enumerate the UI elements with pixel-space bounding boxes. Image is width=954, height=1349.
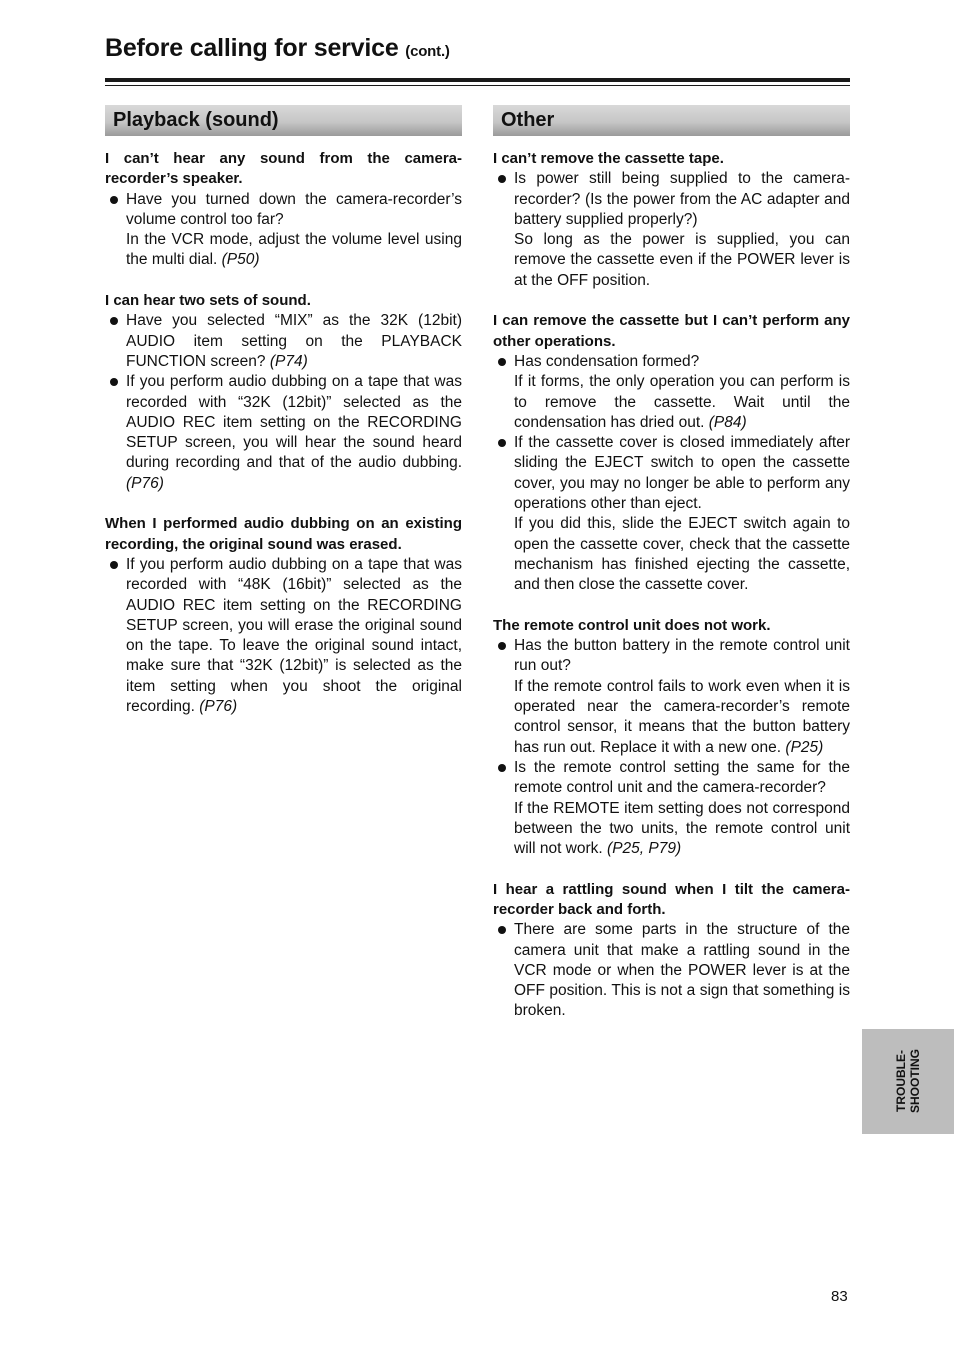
answer-more: If the remote control fails to work even when it is operated near the camera-recorder’s remote control sensor, it means that the button battery has run out. Replace it with a new one. (514, 677, 850, 756)
faq-group-two-sets-of-sound (105, 291, 462, 494)
page-ref: (P76) (126, 474, 164, 492)
page-ref: (P50) (221, 251, 260, 269)
faq-group-remote-not-working (493, 616, 850, 860)
answer-more: If you did this, slide the EJECT switch again to open the cassette cover, check that the cassette mechanism has finished ejecting the cassette, and then close the cassette cover. (514, 515, 850, 594)
faq-question: I can’t hear any sound from the camera-recorder’s speaker. (105, 150, 462, 188)
answer-more: In the VCR mode, adjust the volume level using the multi dial. (126, 231, 462, 269)
faq-question: The remote control unit does not work. (493, 616, 771, 634)
faq-answers (105, 555, 462, 717)
faq-answer (493, 920, 850, 1021)
answer-text: There are some parts in the structure of the camera unit that make a rattling sound in the VCR mode or when the POWER lever is at the OFF position. This is not a sign that something is broken. (514, 921, 850, 1020)
answer-detail (126, 230, 462, 271)
page-ref: (P25, P79) (607, 840, 682, 858)
faq-answer (105, 190, 462, 271)
faq-question: I can’t remove the cassette tape. (493, 150, 724, 167)
troubleshooting-side-tab[interactable] (862, 1029, 954, 1134)
faq-question: I hear a rattling sound when I tilt the camera-recorder back and forth. (493, 880, 850, 918)
side-tab-label (894, 1049, 922, 1113)
faq-answer (105, 311, 462, 372)
section-header-playback-sound: Playback (sound) (105, 105, 462, 136)
faq-question: I can remove the cassette but I can’t perform any other operations. (493, 312, 850, 350)
faq-answers (493, 169, 850, 291)
answer-more: So long as the power is supplied, you can remove the cassette even if the POWER lever is at the OFF position. (514, 231, 850, 289)
faq-group-original-sound-erased (105, 514, 462, 717)
page-ref: (P76) (199, 698, 238, 716)
faq-answer (105, 555, 462, 717)
faq-group-no-other-operations (493, 311, 850, 595)
answer-text: Is the remote control setting the same for the remote control unit and the camera-recorder? (514, 758, 850, 797)
answer-text: If the cassette cover is closed immediately after sliding the EJECT switch to open the cassette cover, you may no longer be able to perform any operations other than eject. (514, 434, 850, 513)
answer-text: Have you turned down the camera-recorder’s volume control too far? (126, 190, 462, 228)
page-number: 83 (831, 1288, 848, 1305)
faq-group-rattling-sound (493, 880, 850, 1022)
answer-detail (514, 799, 850, 860)
faq-answers (493, 636, 850, 859)
title-cont: (cont.) (405, 43, 450, 60)
answer-text: If you perform audio dubbing on a tape that was recorded with “32K (12bit)” selected as the AUDIO REC item setting on the RECORDING SETUP screen, you will hear the sound heard during recording and that of the audio dubbing. (126, 373, 462, 472)
faq-answers (105, 190, 462, 271)
faq-answer (493, 636, 850, 758)
faq-question: I can hear two sets of sound. (105, 292, 311, 310)
side-tab-line2: SHOOTING (908, 1048, 922, 1114)
faq-answers (493, 920, 850, 1021)
page-title-text: Before calling for service (105, 34, 399, 62)
faq-answer (105, 372, 462, 494)
answer-text: Have you selected “MIX” as the 32K (12bit) AUDIO item setting on the PLAYBACK FUNCTION screen? (126, 312, 462, 370)
side-tab-line1: TROUBLE- (894, 1050, 908, 1113)
answer-text: Is power still being supplied to the camera-recorder? (Is the power from the AC adapter and battery supplied properly?) (514, 170, 850, 228)
answer-detail (514, 677, 850, 758)
faq-group-cannot-remove-cassette (493, 149, 850, 291)
answer-text: Has condensation formed? (514, 352, 700, 370)
faq-answer (493, 169, 850, 291)
section-header-other: Other (493, 105, 850, 136)
page-title (105, 34, 450, 63)
page-ref: (P84) (708, 413, 747, 431)
faq-question: When I performed audio dubbing on an existing recording, the original sound was erased. (105, 515, 462, 553)
header-rule-thin (105, 85, 850, 86)
answer-more: If it forms, the only operation you can perform is to remove the cassette. Wait until the condensation has dried out. (514, 373, 850, 431)
playback-sound-column (105, 105, 462, 738)
faq-answers (493, 352, 850, 596)
answer-text: If you perform audio dubbing on a tape that was recorded with “48K (16bit)” selected as the AUDIO REC item setting on the RECORDING SETUP screen, you will erase the original sound on the tape. To leave the original sound intact, make sure that “32K (12bit)” is selected as the item setting when you shoot the original recording. (126, 555, 462, 716)
page-ref: (P74) (269, 352, 308, 370)
faq-answer (493, 433, 850, 595)
faq-answer (493, 352, 850, 433)
page-ref: (P25) (785, 738, 824, 756)
answer-text: Has the button battery in the remote control unit run out? (514, 637, 850, 675)
faq-answers (105, 311, 462, 494)
answer-more: If the REMOTE item setting does not correspond between the two units, the remote control unit will not work. (514, 799, 850, 858)
other-column (493, 105, 850, 1042)
answer-detail (514, 372, 850, 433)
faq-group-no-speaker-sound (105, 149, 462, 271)
faq-answer (493, 758, 850, 859)
header-rule-thick (105, 78, 850, 82)
